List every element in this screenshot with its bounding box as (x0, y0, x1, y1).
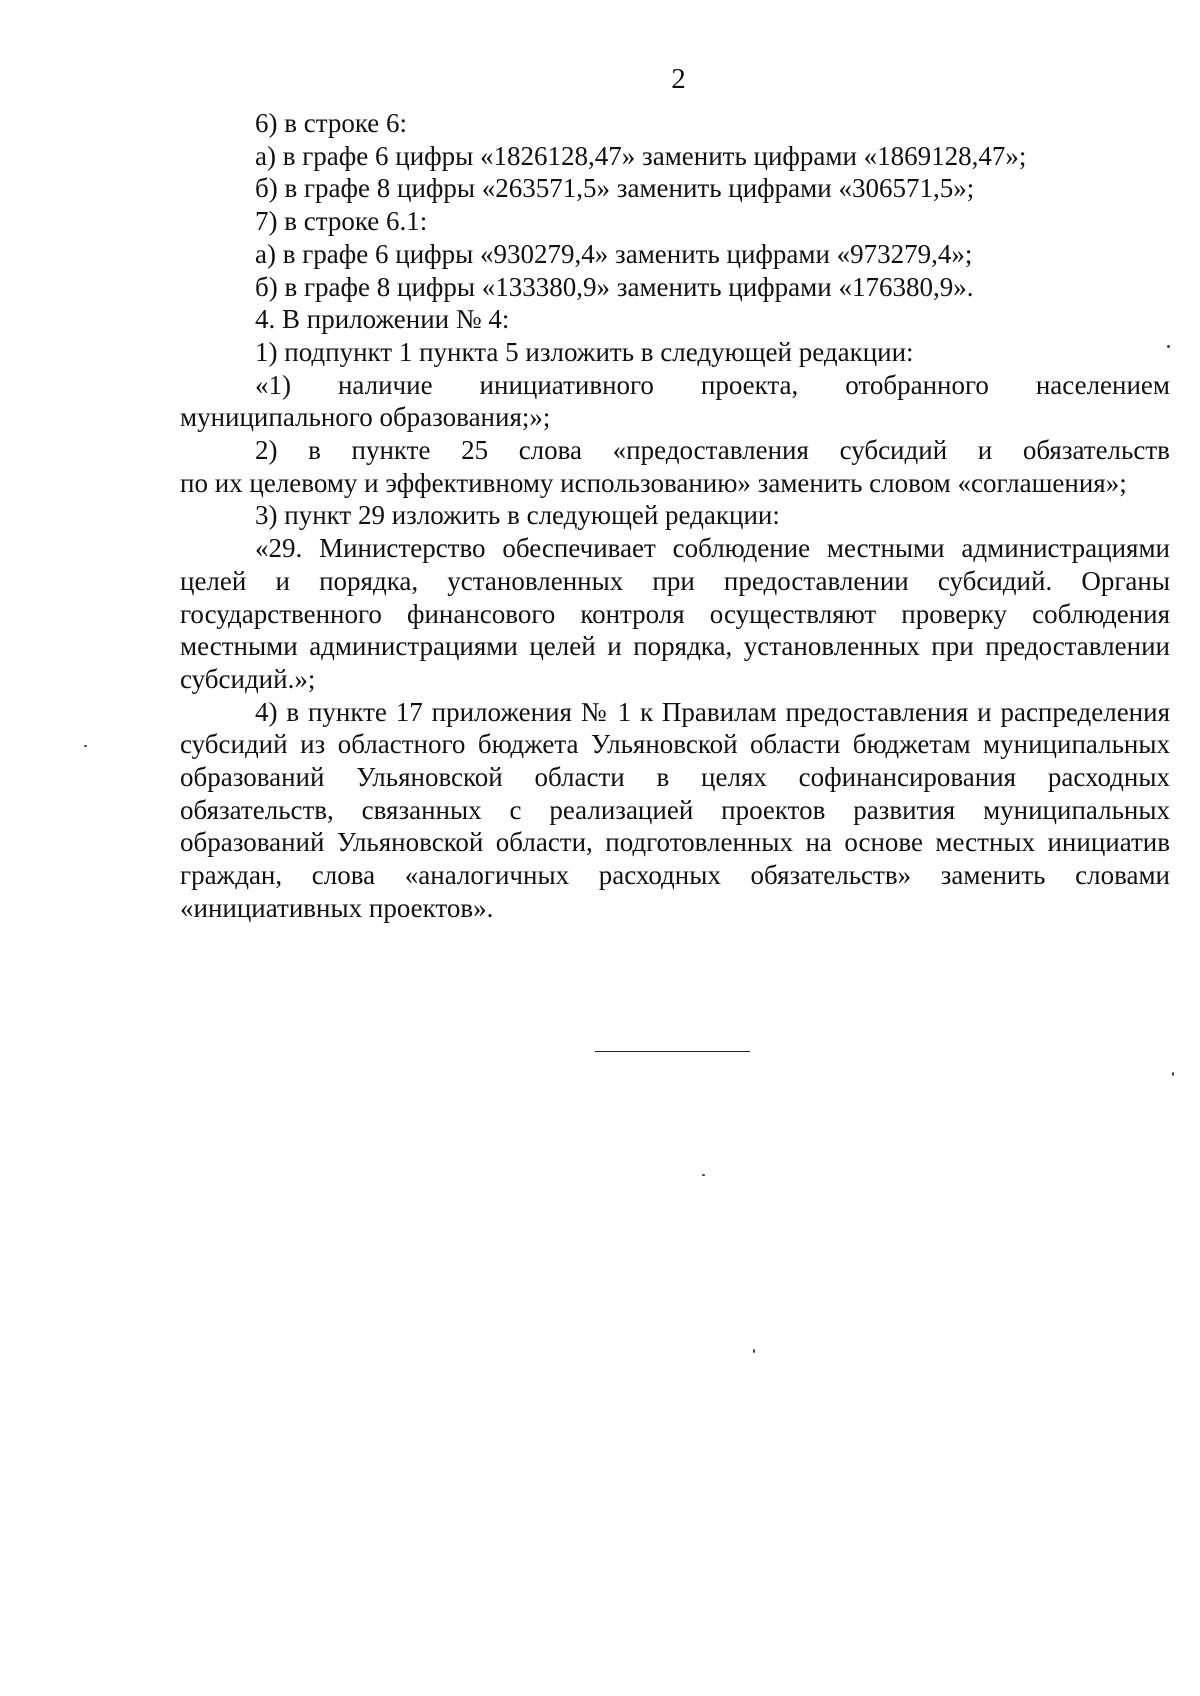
text-line: 6) в строке 6: (255, 108, 408, 138)
paragraph-item-29: «29. Министерство обеспечивает соблюдение местными администрациями целей и порядка, установленных при предоставлении субсидий. Органы государственного финансового контроля осуществляют проверку соблюдения местными администрациями целей и порядка, установленных при предоставлении субсидий.»; (180, 533, 1170, 694)
word: инициативного (479, 369, 654, 400)
paragraph-subitem-1-first-line (180, 369, 1170, 402)
scan-speck (84, 745, 87, 747)
word: наличие (337, 369, 433, 400)
paragraph-subitem-2-first-line (180, 434, 1170, 467)
text-line: 7) в строке 6.1: (255, 206, 428, 237)
word: субсидий (839, 435, 948, 466)
text-line: 1) подпункт 1 пункта 5 изложить в следующей редакции: (255, 336, 914, 367)
scan-speck (702, 1174, 705, 1176)
scan-speck (1167, 345, 1170, 348)
word: слова (518, 435, 583, 466)
word: 25 (461, 435, 489, 466)
word: отобранного (845, 369, 989, 400)
closing-separator-line (595, 1051, 750, 1052)
paragraph-subitem-4: 4) в пункте 17 приложения № 1 к Правилам предоставления и распределения субсидий из областного бюджета Ульяновской области бюджетам муниципальных образований Ульяновской области в целях софинансирования расходных обязательств, связанных с реализацией проектов развития муниципальных образований Ульяновской области, подготовленных на основе местных инициатив граждан, слова «аналогичных расходных обязательств» заменить словами «инициативных проектов». (180, 696, 1170, 923)
word: пункте (351, 435, 431, 466)
text-line: б) в графе 8 цифры «263571,5» заменить цифрами «306571,5»; (255, 173, 975, 204)
text-line: а) в графе 6 цифры «930279,4» заменить цифрами «973279,4»; (255, 238, 973, 269)
word: населением (1035, 369, 1170, 400)
word: «предоставления (612, 435, 809, 466)
scan-speck (753, 1349, 755, 1353)
scan-speck (1172, 1072, 1174, 1076)
word: обязательств (1022, 435, 1170, 466)
text-line: по их целевому и эффективному использованию» заменить словом «соглашения»; (180, 467, 1127, 498)
text-line: 4. В приложении № 4: (255, 304, 510, 335)
text-line: а) в графе 6 цифры «1826128,47» заменить цифрами «1869128,47»; (255, 140, 1027, 171)
word: в (308, 435, 321, 466)
text-line: муниципального образования;»; (180, 402, 551, 433)
word: «1) (255, 369, 291, 400)
text-line: 3) пункт 29 изложить в следующей редакции: (255, 500, 780, 531)
document-body (180, 107, 1170, 925)
text-line: б) в графе 8 цифры «133380,9» заменить цифрами «176380,9». (255, 271, 974, 302)
page-number: 2 (671, 63, 686, 95)
word: и (977, 435, 993, 466)
word: 2) (255, 435, 278, 466)
word: проекта, (700, 369, 799, 400)
